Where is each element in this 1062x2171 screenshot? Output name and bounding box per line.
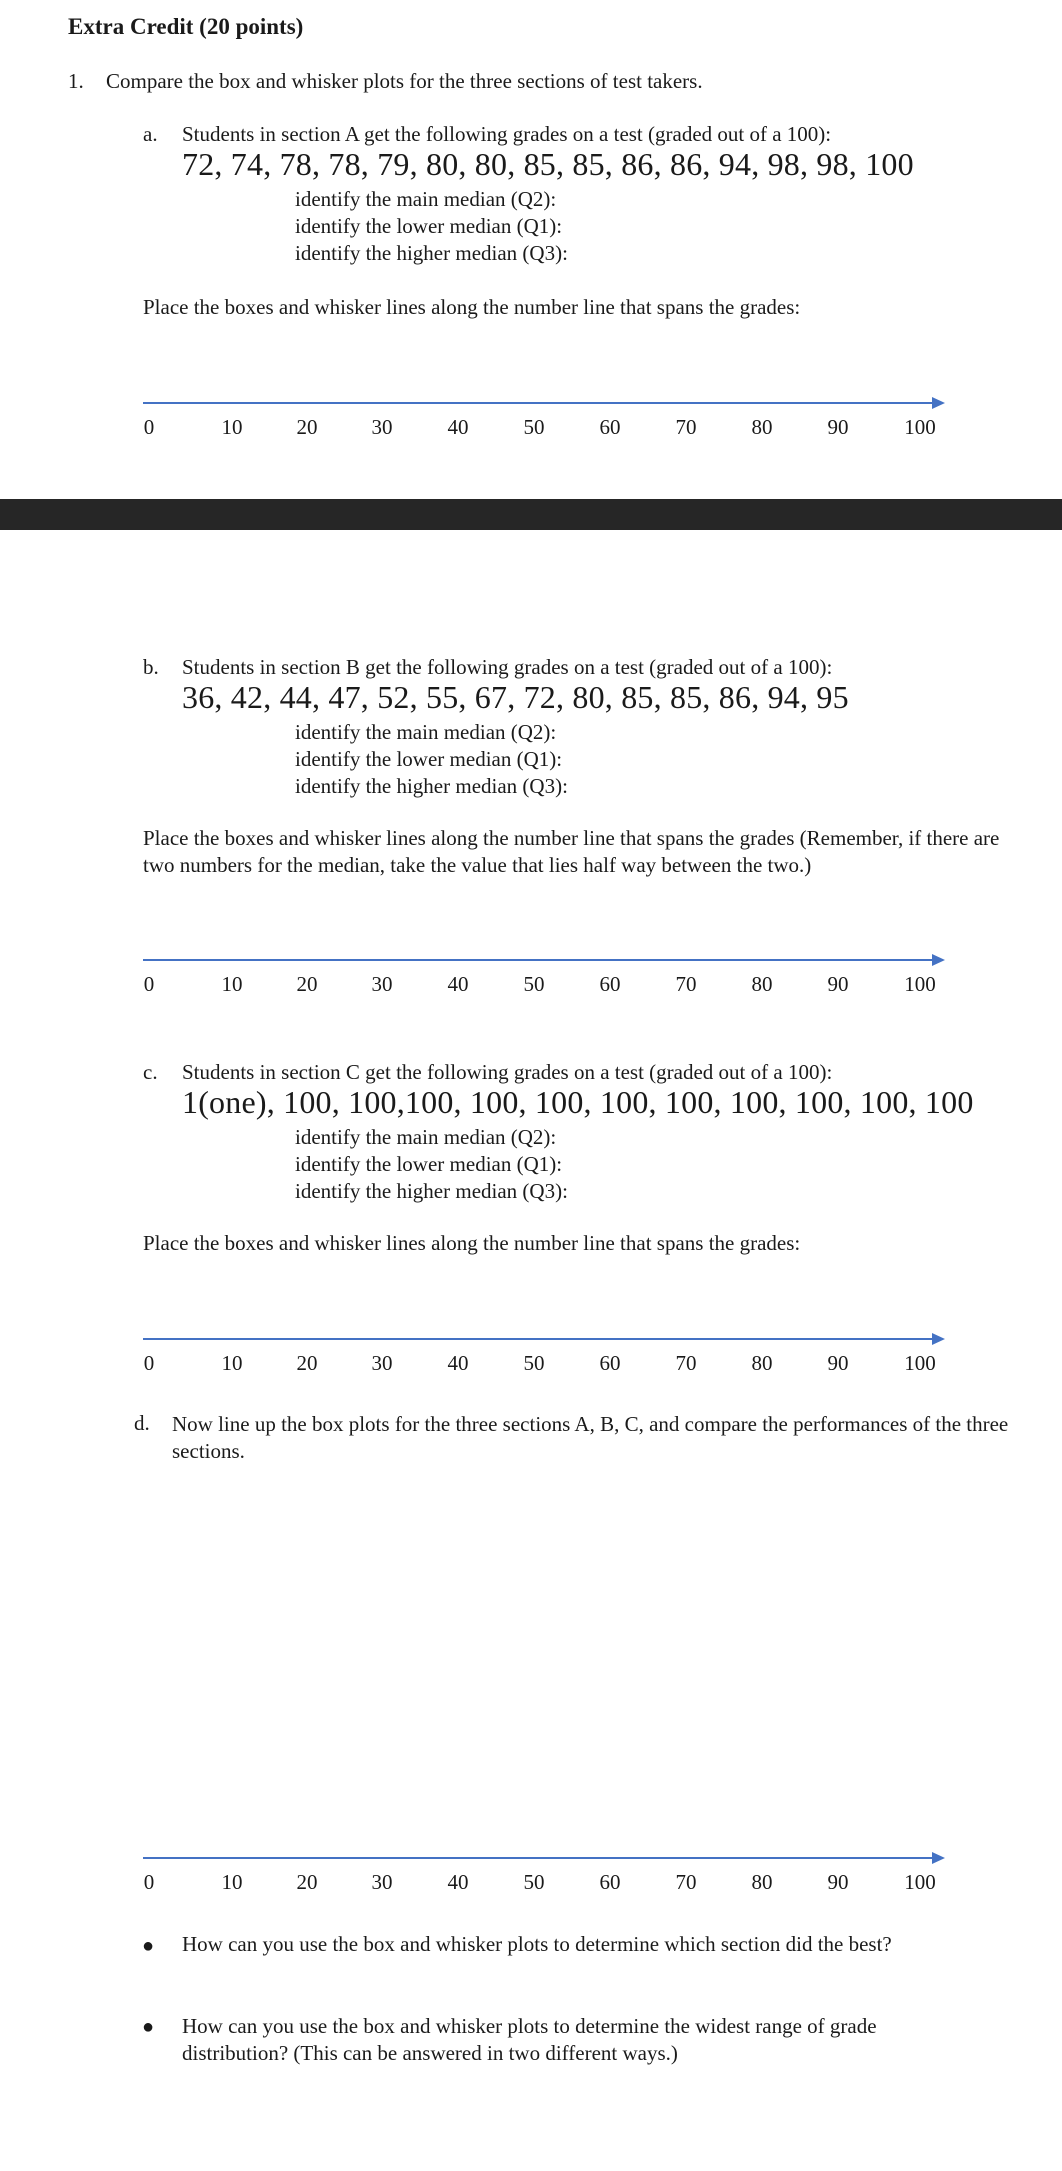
number-line-arrow <box>0 1847 1062 1867</box>
section-a-q3: identify the higher median (Q3): <box>295 241 568 265</box>
tick-label: 70 <box>675 1870 697 1894</box>
tick-label: 0 <box>143 972 155 996</box>
section-b-prompt: Students in section B get the following grades on a test (graded out of a 100): <box>182 655 833 679</box>
section-b-q3: identify the higher median (Q3): <box>295 774 568 798</box>
tick-label: 20 <box>296 1351 318 1375</box>
tick-label: 80 <box>751 972 773 996</box>
tick-label: 40 <box>447 972 469 996</box>
tick-label: 10 <box>221 1870 243 1894</box>
section-b-q2: identify the main median (Q2): <box>295 720 557 744</box>
tick-label: 90 <box>827 972 849 996</box>
section-c-q1: identify the lower median (Q1): <box>295 1152 563 1176</box>
section-c-q3: identify the higher median (Q3): <box>295 1179 568 1203</box>
tick-label: 100 <box>904 1870 936 1894</box>
tick-label: 40 <box>447 1351 469 1375</box>
tick-label: 0 <box>143 1351 155 1375</box>
tick-label: 60 <box>599 1351 621 1375</box>
section-a-prompt: Students in section A get the following grades on a test (graded out of a 100): <box>182 122 832 146</box>
tick-label: 40 <box>447 415 469 439</box>
tick-label: 30 <box>371 1870 393 1894</box>
question-number: 1. <box>68 69 84 93</box>
question-text: Compare the box and whisker plots for the three sections of test takers. <box>106 69 703 93</box>
tick-label: 60 <box>599 415 621 439</box>
tick-label: 80 <box>751 415 773 439</box>
bullet-icon: ● <box>142 2016 155 2038</box>
tick-label: 10 <box>221 1351 243 1375</box>
number-line-d <box>0 1847 1062 1907</box>
section-c-q2: identify the main median (Q2): <box>295 1125 557 1149</box>
section-b-grades: 36, 42, 44, 47, 52, 55, 67, 72, 80, 85, 85, 86, 94, 95 <box>182 679 849 715</box>
tick-label: 10 <box>221 415 243 439</box>
tick-label: 20 <box>296 972 318 996</box>
tick-label: 90 <box>827 1870 849 1894</box>
tick-label: 0 <box>143 1870 155 1894</box>
section-d-label: d. <box>134 1411 150 1435</box>
number-line-arrow <box>0 1328 1062 1348</box>
section-a-grades: 72, 74, 78, 78, 79, 80, 80, 85, 85, 86, 86, 94, 98, 98, 100 <box>182 146 914 182</box>
tick-label: 50 <box>523 1870 545 1894</box>
tick-label: 50 <box>523 972 545 996</box>
bullet-question-range: How can you use the box and whisker plots to determine the widest range of grade distribution? (This can be answered in two different ways.) <box>182 2014 877 2065</box>
tick-label: 70 <box>675 1351 697 1375</box>
section-b-instructions: Place the boxes and whisker lines along the number line that spans the grades (Remember, if there are two numbers for the median, take the value that lies half way between the two.) <box>143 826 1000 877</box>
section-c-label: c. <box>143 1060 158 1084</box>
section-b-label: b. <box>143 655 159 679</box>
tick-label: 80 <box>751 1870 773 1894</box>
tick-label: 100 <box>904 1351 936 1375</box>
tick-label: 30 <box>371 415 393 439</box>
bullet-icon: ● <box>142 1935 155 1957</box>
tick-label: 70 <box>675 415 697 439</box>
tick-label: 90 <box>827 415 849 439</box>
tick-label: 30 <box>371 972 393 996</box>
tick-label: 100 <box>904 972 936 996</box>
tick-label: 20 <box>296 1870 318 1894</box>
number-line-arrow <box>0 949 1062 969</box>
number-line-a <box>0 392 1062 452</box>
bullet-question-best: How can you use the box and whisker plots to determine which section did the best? <box>182 1932 892 1956</box>
number-line-b <box>0 949 1062 1009</box>
tick-label: 100 <box>904 415 936 439</box>
section-a-q1: identify the lower median (Q1): <box>295 214 563 238</box>
tick-label: 60 <box>599 972 621 996</box>
section-c-instructions: Place the boxes and whisker lines along the number line that spans the grades: <box>143 1231 801 1255</box>
tick-label: 80 <box>751 1351 773 1375</box>
tick-label: 60 <box>599 1870 621 1894</box>
section-d-prompt: Now line up the box plots for the three sections A, B, C, and compare the performances of the three sections. <box>172 1412 1009 1463</box>
tick-label: 0 <box>143 415 155 439</box>
tick-label: 40 <box>447 1870 469 1894</box>
tick-label: 90 <box>827 1351 849 1375</box>
tick-label: 70 <box>675 972 697 996</box>
section-a-label: a. <box>143 122 158 146</box>
section-a-q2: identify the main median (Q2): <box>295 187 557 211</box>
section-c-grades: 1(one), 100, 100,100, 100, 100, 100, 100, 100, 100, 100, 100 <box>182 1084 974 1120</box>
tick-label: 30 <box>371 1351 393 1375</box>
section-b-q1: identify the lower median (Q1): <box>295 747 563 771</box>
tick-label: 50 <box>523 415 545 439</box>
number-line-arrow <box>0 392 1062 412</box>
page-divider <box>0 499 1062 530</box>
number-line-c <box>0 1328 1062 1388</box>
tick-label: 10 <box>221 972 243 996</box>
section-c-prompt: Students in section C get the following grades on a test (graded out of a 100): <box>182 1060 833 1084</box>
tick-label: 20 <box>296 415 318 439</box>
tick-label: 50 <box>523 1351 545 1375</box>
page-title: Extra Credit (20 points) <box>68 14 304 39</box>
section-a-instructions: Place the boxes and whisker lines along the number line that spans the grades: <box>143 295 801 319</box>
